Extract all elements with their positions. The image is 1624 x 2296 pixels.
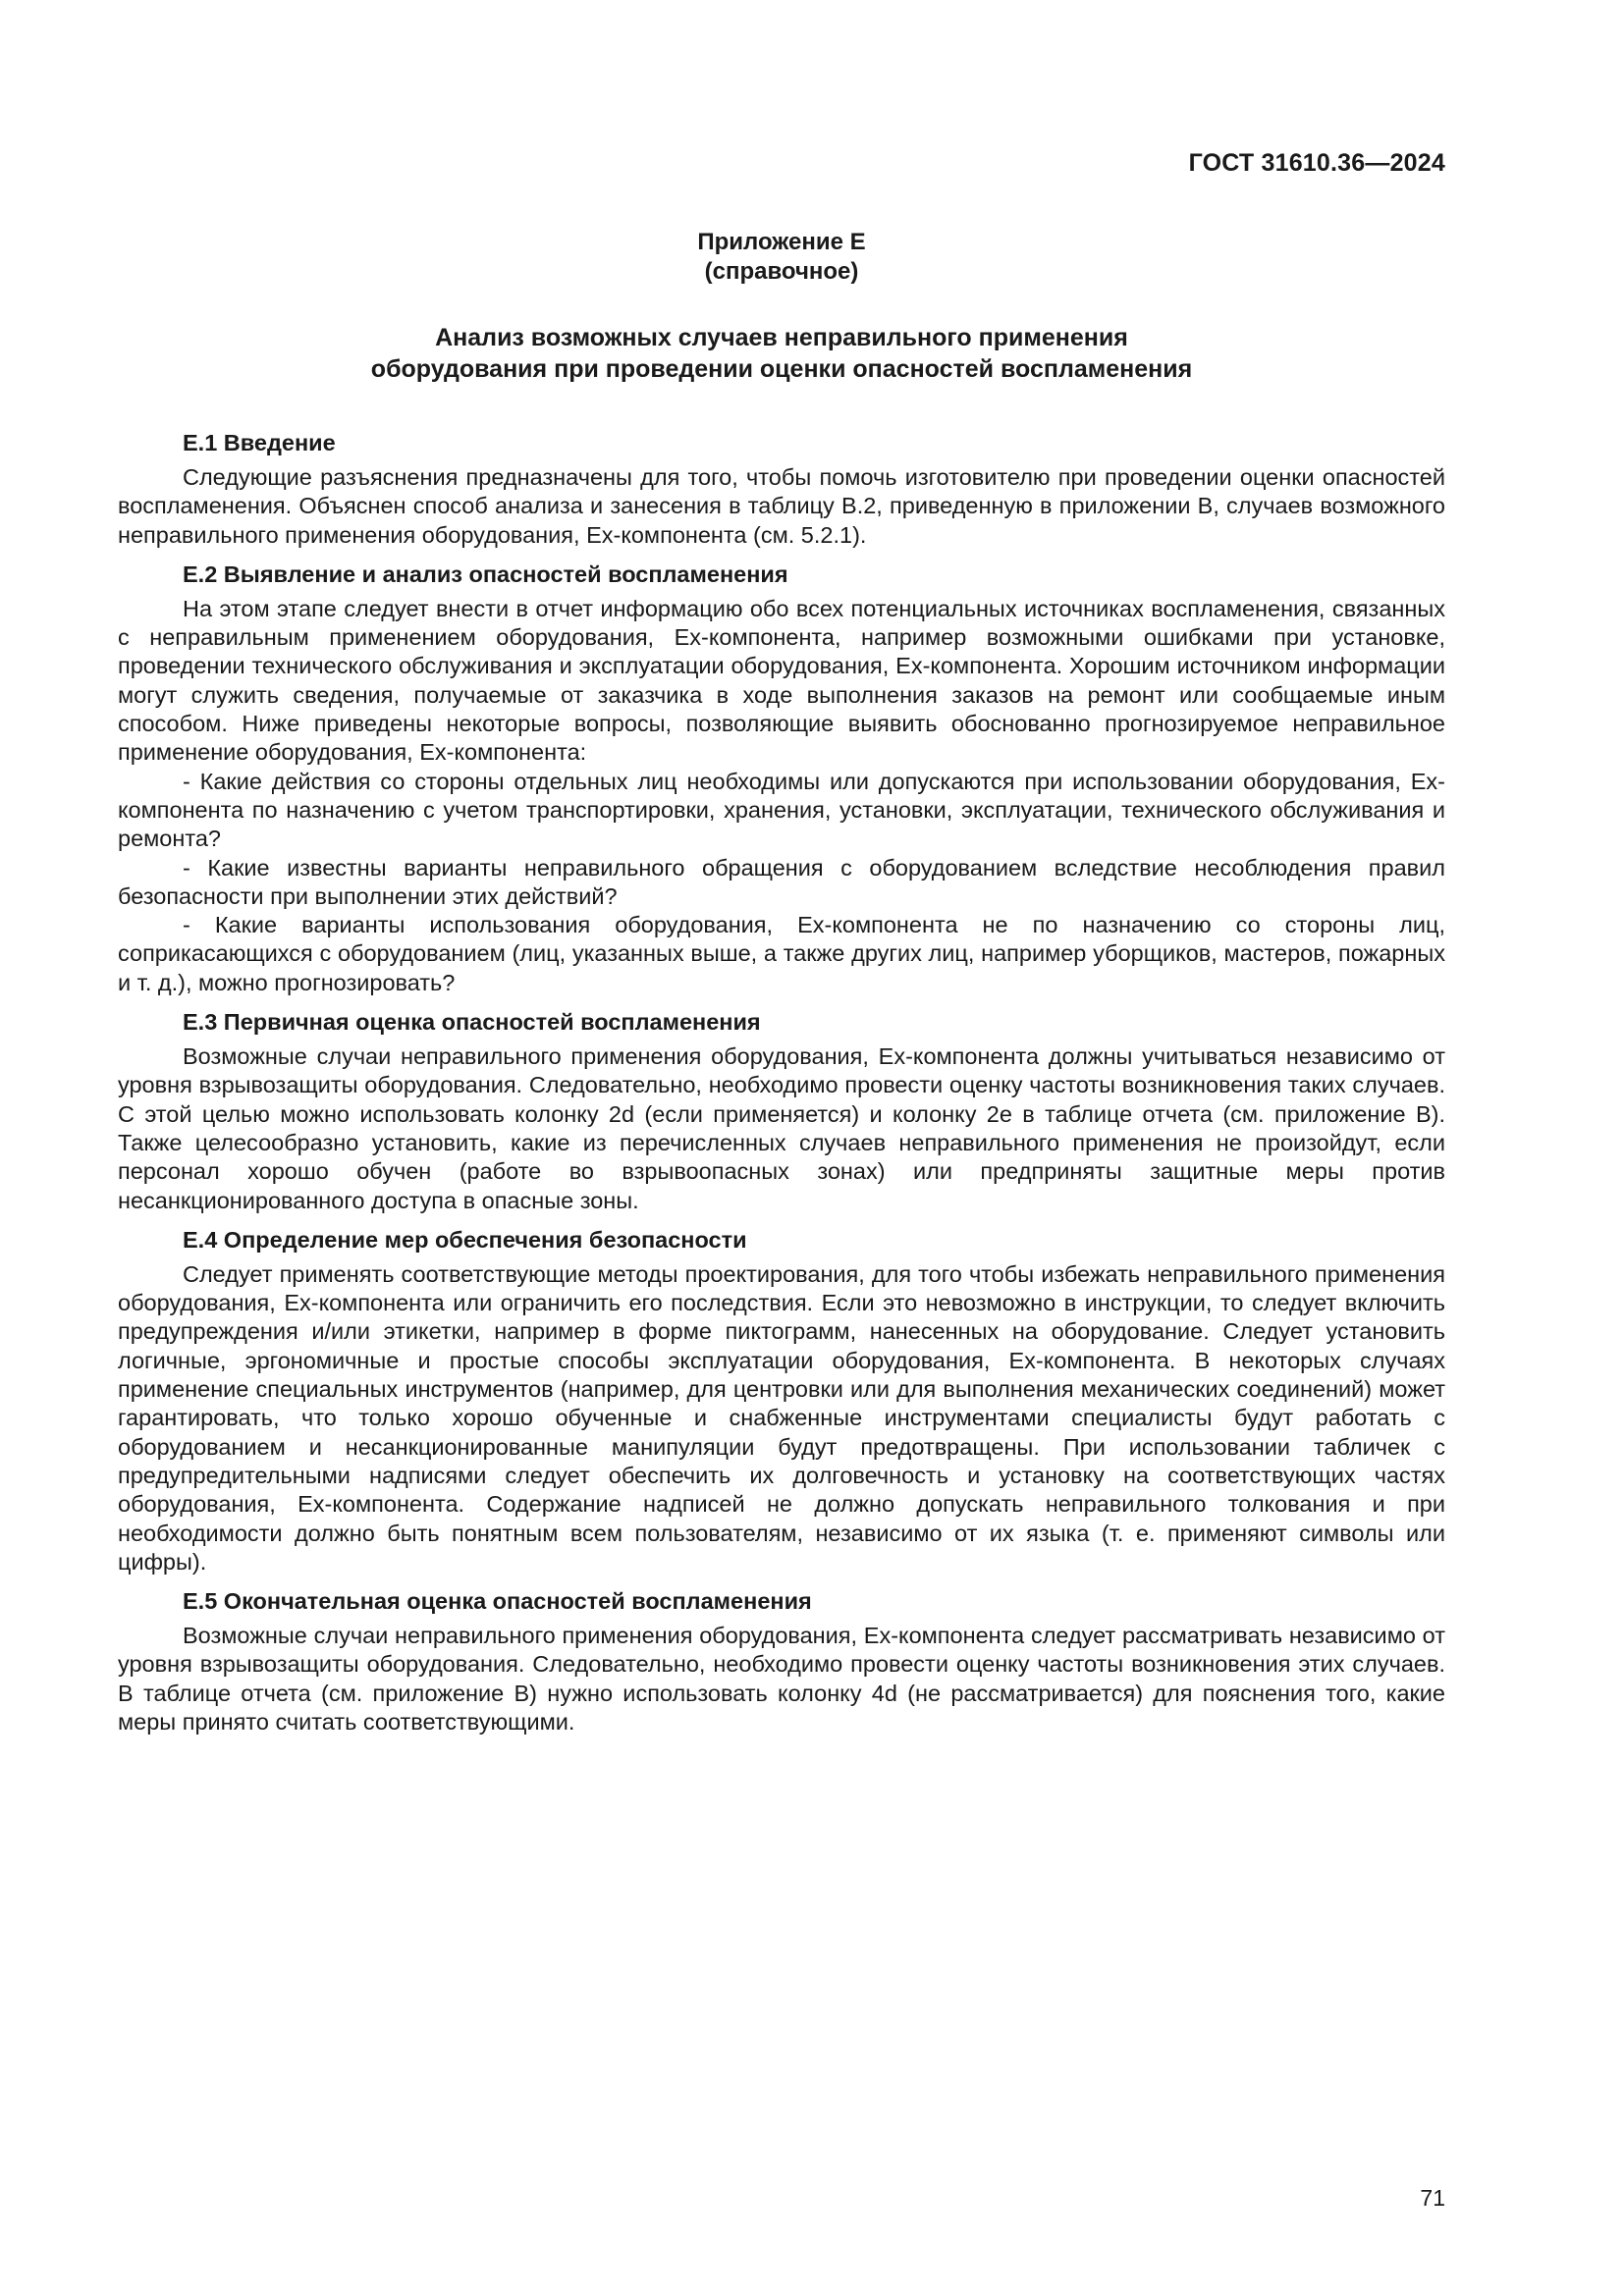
paragraph: Следует применять соответствующие методы проектирования, для того чтобы избежать неправильного применения оборудования, Ex-компонента или ограничить его последствия. Если это невозможно в инструкции, то следует включить предупреждения и/или этикетки, например в форме пиктограмм, нанесенных на оборудование. Следует установить логичные, эргономичные и простые способы эксплуатации оборудования, Ex-компонента. В некоторых случаях применение специальных инструментов (например, для центровки или для выполнения механических соединений) может гарантировать, что только хорошо обученные и снабженные инструментами специалисты будут работать с оборудованием и несанкционированные манипуляции будут предотвращены. При использовании табличек с предупредительными надписями следует обеспечить их долговечность и установку на соответствующих частях оборудования, Ex-компонента. Содержание надписей не должно допускать неправильного толкования и при необходимости должно быть понятным всем пользователям, независимо от их языка (т. е. применяют символы или цифры). bbox=[118, 1260, 1445, 1575]
main-title-line-2: оборудования при проведении оценки опасностей воспламенения bbox=[370, 355, 1193, 383]
section-heading: Е.5 Окончательная оценка опасностей воспламенения bbox=[183, 1588, 812, 1615]
paragraph: На этом этапе следует внести в отчет информацию обо всех потенциальных источниках воспламенения, связанных с неправильным применением оборудования, Ex-компонента, например возможными ошибками при установке, проведении технического обслуживания и эксплуатации оборудования, Ex-компонента. Хорошим источником информации могут служить сведения, получаемые от заказчика в ходе выполнения заказов на ремонт или сообщаемые иным способом. Ниже приведены некоторые вопросы, позволяющие выявить обоснованно прогнозируемое неправильное применение оборудования, Ex-компонента: bbox=[118, 595, 1445, 766]
appendix-status: (справочное) bbox=[704, 258, 859, 285]
page-number: 71 bbox=[1420, 2185, 1445, 2211]
appendix-title: Приложение Е bbox=[697, 229, 866, 255]
paragraph: Следующие разъяснения предназначены для того, чтобы помочь изготовителю при проведении оценки опасностей воспламенения. Объяснен способ анализа и занесения в таблицу В.2, приведенную в приложении В, случаев возможного неправильного применения оборудования, Ex-компонента (см. 5.2.1). bbox=[118, 464, 1445, 548]
section-e3 bbox=[118, 1007, 1445, 1215]
section-e2 bbox=[118, 560, 1445, 997]
list-item: - Какие варианты использования оборудования, Ex-компонента не по назначению со стороны лиц, соприкасающихся с оборудованием (лиц, указанных выше, а также других лиц, например уборщиков, мастеров, пожарных и т. д.), можно прогнозировать? bbox=[118, 912, 1445, 995]
appendix-header bbox=[118, 228, 1445, 287]
page-content bbox=[118, 228, 1445, 1746]
list-item: - Какие действия со стороны отдельных лиц необходимы или допускаются при использовании оборудования, Ex-компонента по назначению с учетом транспортировки, хранения, установки, эксплуатации, технического обслуживания и ремонта? bbox=[118, 768, 1445, 852]
section-e5 bbox=[118, 1586, 1445, 1736]
main-title-line-1: Анализ возможных случаев неправильного применения bbox=[435, 324, 1128, 351]
section-heading: Е.1 Введение bbox=[183, 430, 336, 455]
section-e1 bbox=[118, 428, 1445, 550]
paragraph: Возможные случаи неправильного применения оборудования, Ex-компонента должны учитываться независимо от уровня взрывозащиты оборудования. Следовательно, необходимо провести оценку частоты возникновения таких случаев. С этой целью можно использовать колонку 2d (если применяется) и колонку 2e в таблице отчета (см. приложение В). Также целесообразно установить, какие из перечисленных случаев неправильного применения не произойдут, если персонал хорошо обучен (работе во взрывоопасных зонах) или предприняты защитные меры против несанкционированного доступа в опасные зоны. bbox=[118, 1043, 1445, 1213]
section-heading: Е.3 Первичная оценка опасностей воспламенения bbox=[183, 1009, 761, 1036]
list-item: - Какие известны варианты неправильного обращения с оборудованием вследствие несоблюдения правил безопасности при выполнении этих действий? bbox=[118, 854, 1445, 909]
section-heading: Е.4 Определение мер обеспечения безопасности bbox=[183, 1226, 747, 1253]
paragraph: Возможные случаи неправильного применения оборудования, Ex-компонента следует рассматривать независимо от уровня взрывозащиты оборудования. Следовательно, необходимо провести оценку частоты возникновения этих случаев. В таблице отчета (см. приложение В) нужно использовать колонку 4d (не рассматривается) для пояснения того, какие меры принято считать соответствующими. bbox=[118, 1623, 1445, 1735]
section-e4 bbox=[118, 1225, 1445, 1576]
main-title bbox=[118, 322, 1445, 385]
section-heading: Е.2 Выявление и анализ опасностей воспламенения bbox=[183, 561, 788, 587]
document-id: ГОСТ 31610.36—2024 bbox=[1188, 149, 1445, 177]
